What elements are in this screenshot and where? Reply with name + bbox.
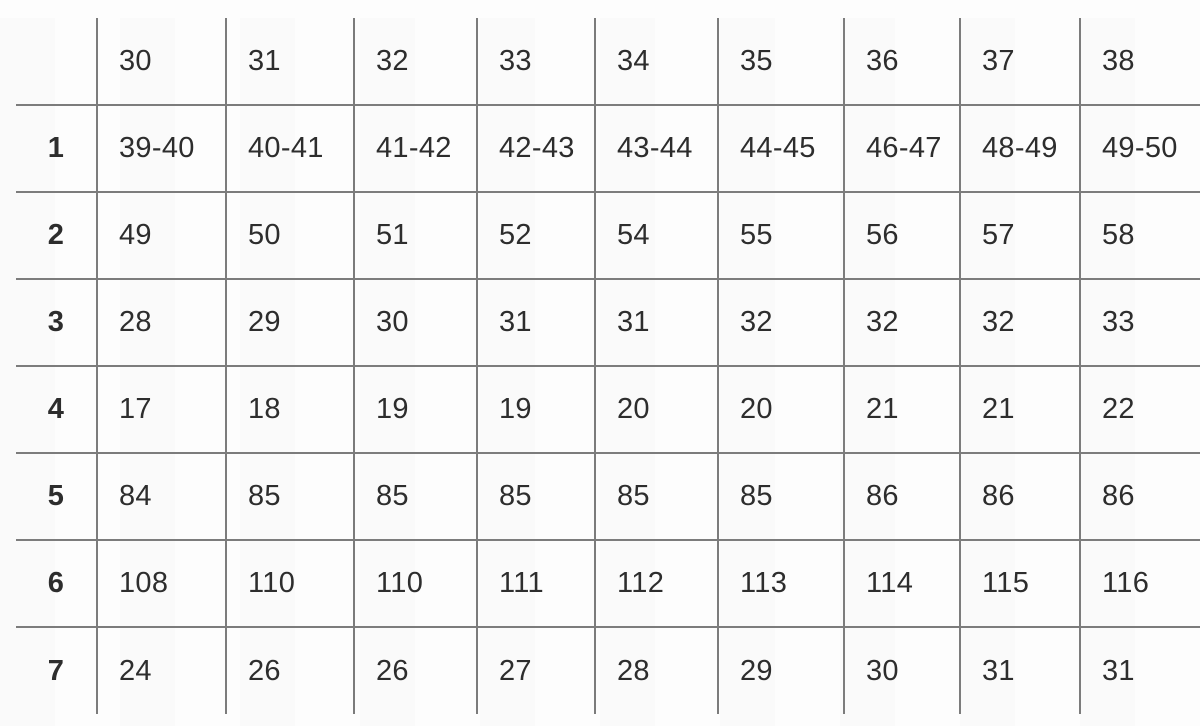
header-cell: 30: [97, 18, 226, 105]
data-cell: 85: [477, 453, 595, 540]
row-label: 3: [16, 279, 97, 366]
data-cell: 114: [844, 540, 960, 627]
data-cell: 31: [595, 279, 718, 366]
data-cell: 84: [97, 453, 226, 540]
header-cell: 34: [595, 18, 718, 105]
size-chart-table: [16, 18, 1200, 714]
row-label: 2: [16, 192, 97, 279]
data-cell: 26: [226, 627, 354, 714]
table-row: [16, 366, 1200, 453]
row-label: 7: [16, 627, 97, 714]
table-row: [16, 192, 1200, 279]
data-cell: 52: [477, 192, 595, 279]
data-cell: 32: [960, 279, 1080, 366]
data-cell: 43-44: [595, 105, 718, 192]
data-cell: 18: [226, 366, 354, 453]
data-cell: 86: [960, 453, 1080, 540]
row-label: 4: [16, 366, 97, 453]
table-row: [16, 279, 1200, 366]
data-cell: 33: [1080, 279, 1200, 366]
data-cell: 111: [477, 540, 595, 627]
data-cell: 51: [354, 192, 477, 279]
data-cell: 85: [354, 453, 477, 540]
data-cell: 48-49: [960, 105, 1080, 192]
data-cell: 116: [1080, 540, 1200, 627]
header-row: [16, 18, 1200, 105]
header-cell: 36: [844, 18, 960, 105]
data-cell: 113: [718, 540, 844, 627]
data-cell: 86: [844, 453, 960, 540]
data-cell: 31: [960, 627, 1080, 714]
data-cell: 50: [226, 192, 354, 279]
header-cell: 33: [477, 18, 595, 105]
data-cell: 108: [97, 540, 226, 627]
data-cell: 32: [844, 279, 960, 366]
data-cell: 30: [354, 279, 477, 366]
data-cell: 20: [595, 366, 718, 453]
header-cell: 35: [718, 18, 844, 105]
data-cell: 30: [844, 627, 960, 714]
data-cell: 49: [97, 192, 226, 279]
data-cell: 56: [844, 192, 960, 279]
table-body: [16, 18, 1200, 714]
data-cell: 58: [1080, 192, 1200, 279]
data-cell: 46-47: [844, 105, 960, 192]
data-cell: 22: [1080, 366, 1200, 453]
data-cell: 44-45: [718, 105, 844, 192]
data-cell: 21: [960, 366, 1080, 453]
data-cell: 32: [718, 279, 844, 366]
row-label: 1: [16, 105, 97, 192]
header-cell: 38: [1080, 18, 1200, 105]
data-cell: 85: [226, 453, 354, 540]
data-cell: 42-43: [477, 105, 595, 192]
data-cell: 24: [97, 627, 226, 714]
table-row: [16, 540, 1200, 627]
data-cell: 19: [354, 366, 477, 453]
data-cell: 29: [718, 627, 844, 714]
data-cell: 26: [354, 627, 477, 714]
data-cell: 112: [595, 540, 718, 627]
data-cell: 115: [960, 540, 1080, 627]
data-cell: 31: [1080, 627, 1200, 714]
data-cell: 17: [97, 366, 226, 453]
data-cell: 28: [97, 279, 226, 366]
data-cell: 41-42: [354, 105, 477, 192]
header-cell: 37: [960, 18, 1080, 105]
data-cell: 85: [718, 453, 844, 540]
data-cell: 85: [595, 453, 718, 540]
data-cell: 28: [595, 627, 718, 714]
data-cell: 86: [1080, 453, 1200, 540]
header-cell: 32: [354, 18, 477, 105]
row-label: 6: [16, 540, 97, 627]
data-cell: 49-50: [1080, 105, 1200, 192]
data-cell: 110: [354, 540, 477, 627]
data-cell: 27: [477, 627, 595, 714]
data-cell: 55: [718, 192, 844, 279]
data-cell: 20: [718, 366, 844, 453]
header-cell: 31: [226, 18, 354, 105]
data-cell: 110: [226, 540, 354, 627]
data-cell: 19: [477, 366, 595, 453]
data-cell: 31: [477, 279, 595, 366]
data-cell: 54: [595, 192, 718, 279]
data-cell: 21: [844, 366, 960, 453]
row-label: 5: [16, 453, 97, 540]
data-cell: 57: [960, 192, 1080, 279]
table-row: [16, 105, 1200, 192]
corner-cell: [16, 18, 97, 105]
data-cell: 29: [226, 279, 354, 366]
table-row: [16, 453, 1200, 540]
table-row: [16, 627, 1200, 714]
data-cell: 40-41: [226, 105, 354, 192]
data-cell: 39-40: [97, 105, 226, 192]
